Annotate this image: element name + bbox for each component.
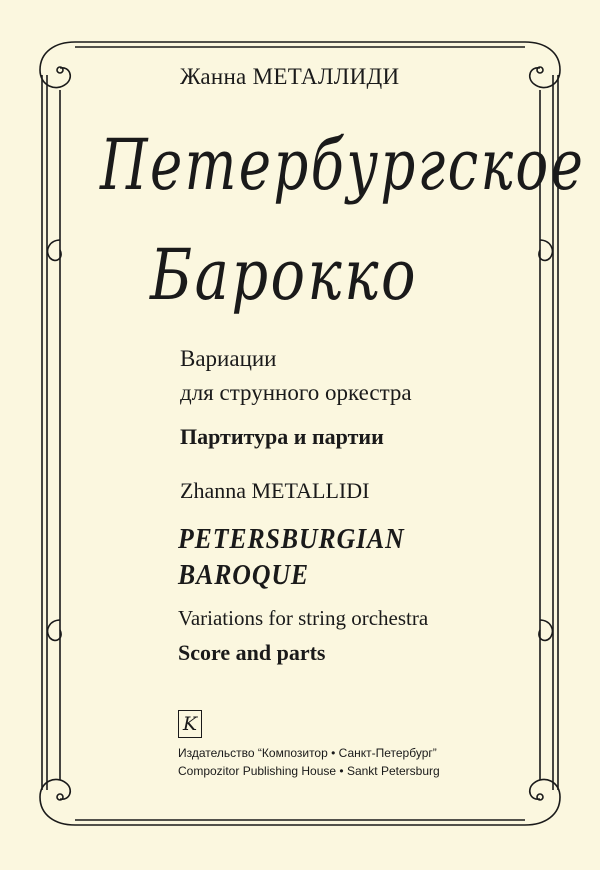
subtitle-ru-line1: Вариации: [180, 346, 277, 371]
title-en-line1: PETERSBURGIAN: [178, 524, 405, 555]
author-name-ru: Жанна МЕТАЛЛИДИ: [180, 64, 400, 89]
parts-label-en: Score and parts: [178, 640, 326, 665]
title-ru-line2: Барокко: [150, 234, 419, 316]
publisher-line-en: Compozitor Publishing House • Sankt Petersburg: [178, 764, 440, 778]
publisher-line-ru: Издательство “Композитор • Санкт-Петербург”: [178, 746, 437, 760]
author-name-en: Zhanna METALLIDI: [180, 478, 370, 503]
subtitle-ru-line2: для струнного оркестра: [180, 380, 412, 405]
title-ru-line1: Петербургское: [100, 124, 586, 206]
publisher-logo: [178, 710, 202, 738]
publisher-logo-letter: K: [182, 713, 198, 735]
parts-label-ru: Партитура и партии: [180, 424, 384, 449]
title-en-line2: BAROQUE: [178, 560, 309, 591]
subtitle-en: Variations for string orchestra: [178, 606, 429, 630]
